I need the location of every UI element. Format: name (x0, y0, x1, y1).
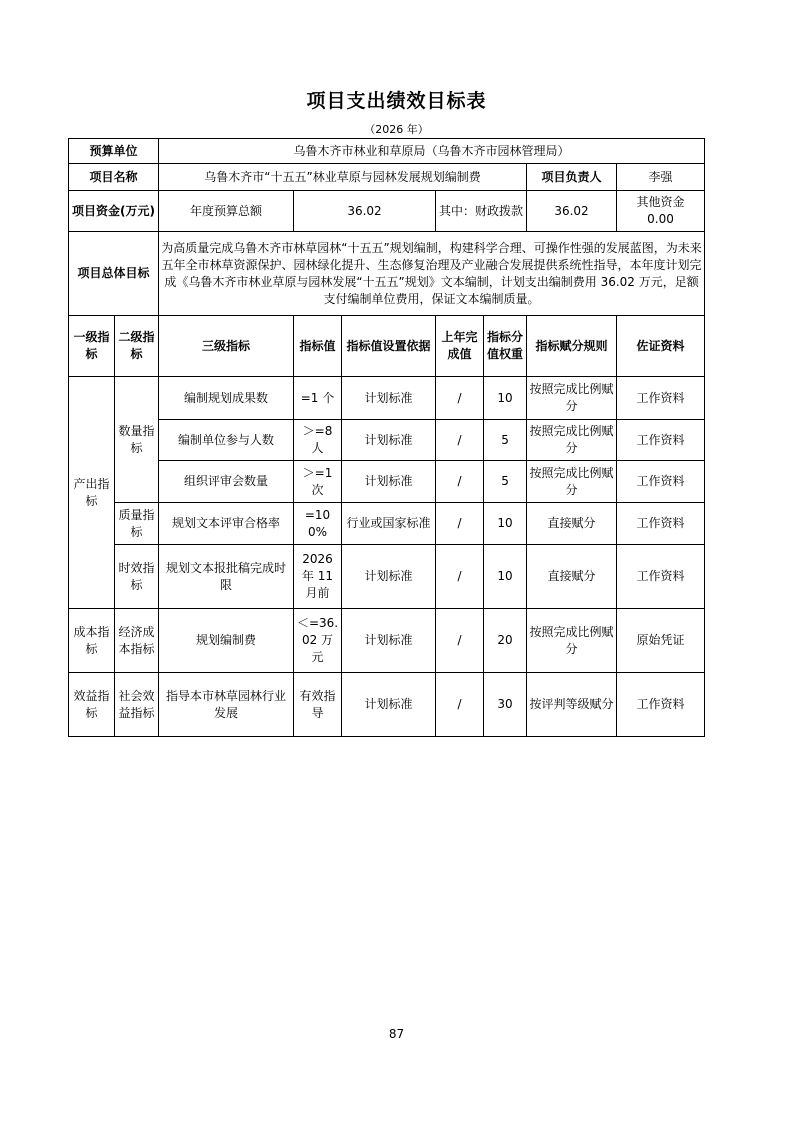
project-name-label: 项目名称 (69, 164, 159, 191)
project-goal-row (69, 232, 705, 316)
indicator-basis: 计划标准 (342, 461, 436, 503)
fiscal-label: 其中：财政拨款 (436, 191, 527, 232)
prev-value: / (436, 461, 484, 503)
table-row (69, 461, 705, 503)
table-row (69, 377, 705, 420)
evidence: 工作资料 (617, 377, 705, 420)
evidence: 工作资料 (617, 545, 705, 609)
col-basis: 指标值设置依据 (342, 316, 436, 377)
prev-value: / (436, 377, 484, 420)
year-label: （2026 年） (364, 123, 429, 136)
fiscal-value: 36.02 (527, 191, 617, 232)
goal-label: 项目总体目标 (69, 232, 159, 316)
table-row (69, 420, 705, 461)
indicator-basis: 计划标准 (342, 377, 436, 420)
level1-benefit: 效益指标 (69, 673, 115, 737)
col-level1: 一级指标 (69, 316, 115, 377)
level3-name: 指导本市林草园林行业发展 (159, 673, 294, 737)
other-funds-label: 其他资金 (636, 195, 685, 209)
col-level3: 三级指标 (159, 316, 294, 377)
funds-label: 项目资金(万元) (69, 191, 159, 232)
page-number: 87 (388, 1027, 405, 1041)
level2-quality: 质量指标 (115, 503, 159, 545)
weight: 5 (484, 461, 527, 503)
prev-value: / (436, 609, 484, 673)
scoring-rule: 按照完成比例赋分 (527, 377, 617, 420)
indicator-basis: 计划标准 (342, 545, 436, 609)
indicator-value: 有效指导 (294, 673, 342, 737)
scoring-rule: 按评判等级赋分 (527, 673, 617, 737)
indicator-basis: 计划标准 (342, 609, 436, 673)
weight: 10 (484, 503, 527, 545)
prev-value: / (436, 503, 484, 545)
level3-name: 编制单位参与人数 (159, 420, 294, 461)
level3-name: 组织评审会数量 (159, 461, 294, 503)
annual-total-value: 36.02 (294, 191, 436, 232)
evidence: 工作资料 (617, 673, 705, 737)
indicator-basis: 行业或国家标准 (342, 503, 436, 545)
scoring-rule: 按照完成比例赋分 (527, 420, 617, 461)
other-funds-value (617, 191, 705, 232)
evidence: 工作资料 (617, 461, 705, 503)
scoring-rule: 直接赋分 (527, 545, 617, 609)
level3-name: 规划文本评审合格率 (159, 503, 294, 545)
evidence: 工作资料 (617, 503, 705, 545)
goal-text: 为高质量完成乌鲁木齐市林草园林“十五五”规划编制，构建科学合理、可操作性强的发展蓝图，为未来五年全市林草资源保护、园林绿化提升、生态修复治理及产业融合发展提供系统性指导，本年度计划完成《乌鲁木齐市林业草原与园林发展“十五五”规划》文本编制，计划支出编制费用 36.02 万元，足额支付编制单位费用，保证文本编制质量。 (159, 232, 705, 316)
weight: 20 (484, 609, 527, 673)
budget-unit-value: 乌鲁木齐市林业和草原局（乌鲁木齐市园林管理局） (159, 139, 705, 164)
scoring-rule: 按照完成比例赋分 (527, 609, 617, 673)
col-weight: 指标分值权重 (484, 316, 527, 377)
prev-value: / (436, 420, 484, 461)
prev-value: / (436, 545, 484, 609)
level2-timeliness: 时效指标 (115, 545, 159, 609)
evidence: 原始凭证 (617, 609, 705, 673)
table-row (69, 503, 705, 545)
level3-name: 规划文本报批稿完成时限 (159, 545, 294, 609)
col-rule: 指标赋分规则 (527, 316, 617, 377)
col-level2: 二级指标 (115, 316, 159, 377)
table-row (69, 545, 705, 609)
level3-name: 编制规划成果数 (159, 377, 294, 420)
project-leader-value: 李强 (617, 164, 705, 191)
indicator-value: =1 个 (294, 377, 342, 420)
weight: 30 (484, 673, 527, 737)
col-indicator-value: 指标值 (294, 316, 342, 377)
evidence: 工作资料 (617, 420, 705, 461)
level1-cost: 成本指标 (69, 609, 115, 673)
level2-social-benefit: 社会效益指标 (115, 673, 159, 737)
page-title: 项目支出绩效目标表 (306, 90, 487, 112)
indicator-basis: 计划标准 (342, 420, 436, 461)
indicator-value: ＜=36.02 万元 (294, 609, 342, 673)
project-leader-label: 项目负责人 (527, 164, 617, 191)
level2-quantity: 数量指标 (115, 377, 159, 503)
project-name-row (69, 164, 705, 191)
col-evidence: 佐证资料 (617, 316, 705, 377)
level2-economic-cost: 经济成本指标 (115, 609, 159, 673)
budget-unit-label: 预算单位 (69, 139, 159, 164)
indicator-value: =100% (294, 503, 342, 545)
performance-table (68, 138, 705, 737)
table-row (69, 609, 705, 673)
indicator-value: ＞=8 人 (294, 420, 342, 461)
other-funds-amount: 0.00 (647, 212, 674, 226)
budget-unit-row (69, 139, 705, 164)
scoring-rule: 按照完成比例赋分 (527, 461, 617, 503)
level1-output: 产出指标 (69, 377, 115, 609)
project-funds-row (69, 191, 705, 232)
indicator-value: 2026 年 11 月前 (294, 545, 342, 609)
scoring-rule: 直接赋分 (527, 503, 617, 545)
weight: 5 (484, 420, 527, 461)
level3-name: 规划编制费 (159, 609, 294, 673)
prev-value: / (436, 673, 484, 737)
indicator-value: ＞=1 次 (294, 461, 342, 503)
weight: 10 (484, 545, 527, 609)
project-name-value: 乌鲁木齐市“十五五”林业草原与园林发展规划编制费 (159, 164, 527, 191)
weight: 10 (484, 377, 527, 420)
col-prev-value: 上年完成值 (436, 316, 484, 377)
table-row (69, 673, 705, 737)
indicator-basis: 计划标准 (342, 673, 436, 737)
column-header-row (69, 316, 705, 377)
annual-total-label: 年度预算总额 (159, 191, 294, 232)
